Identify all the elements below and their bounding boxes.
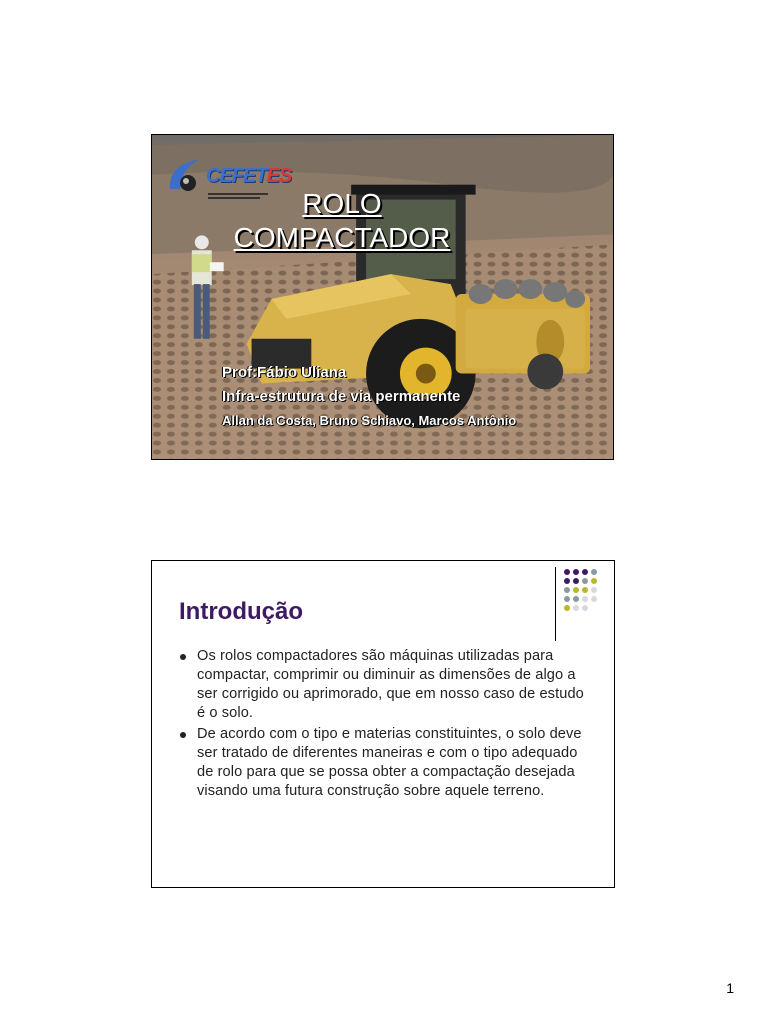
slide-title xyxy=(192,187,492,255)
decorative-dot xyxy=(591,578,597,584)
bullet-dot-icon xyxy=(180,654,186,660)
logo-text-es: ES xyxy=(266,165,292,187)
decorative-dot xyxy=(573,569,579,575)
title-slide xyxy=(151,134,614,460)
professor-name: Prof:Fábio Uliana xyxy=(222,364,347,381)
decorative-dot xyxy=(591,587,597,593)
page-number: 1 xyxy=(726,980,734,996)
decorative-dot xyxy=(564,569,570,575)
decorative-dot xyxy=(582,605,588,611)
title-line-2: COMPACTADOR xyxy=(233,222,451,253)
decorative-dot xyxy=(564,596,570,602)
slide-heading: Introdução xyxy=(179,598,303,625)
decorative-dot xyxy=(573,587,579,593)
decorative-dot xyxy=(582,569,588,575)
decorative-divider xyxy=(555,567,556,641)
bullet-text: De acordo com o tipo e materias constituintes, o solo deve ser tratado de diferentes maneiras e com o tipo adequado de rolo para que se possa obter a compactação desejada visando uma futura construção sobre aquele terreno. xyxy=(197,726,582,799)
decorative-dot xyxy=(573,578,579,584)
decorative-dot xyxy=(564,587,570,593)
title-line-1: ROLO xyxy=(302,188,382,219)
decorative-dot xyxy=(582,587,588,593)
decorative-dot xyxy=(573,596,579,602)
decorative-dot xyxy=(582,578,588,584)
decorative-dot xyxy=(591,596,597,602)
decorative-dot xyxy=(591,569,597,575)
authors-list: Allan da Costa, Bruno Schiavo, Marcos Antônio xyxy=(222,413,517,428)
decorative-dot xyxy=(573,605,579,611)
decorative-dot xyxy=(564,605,570,611)
decorative-dot xyxy=(582,596,588,602)
logo-text-cefet: CEFET xyxy=(206,165,267,187)
logo-wordmark xyxy=(206,165,291,188)
bullet-list xyxy=(178,647,588,803)
introduction-slide xyxy=(151,560,615,888)
course-name: Infra-estrutura de via permanente xyxy=(222,388,461,405)
decorative-dot xyxy=(564,578,570,584)
bullet-item xyxy=(178,647,588,723)
bullet-dot-icon xyxy=(180,732,186,738)
bullet-item xyxy=(178,725,588,801)
bullet-text: Os rolos compactadores são máquinas utilizadas para compactar, comprimir ou diminuir as dimensões de algo a ser corrigido ou aprimorado, que em nosso caso de estudo é o solo. xyxy=(197,648,584,721)
